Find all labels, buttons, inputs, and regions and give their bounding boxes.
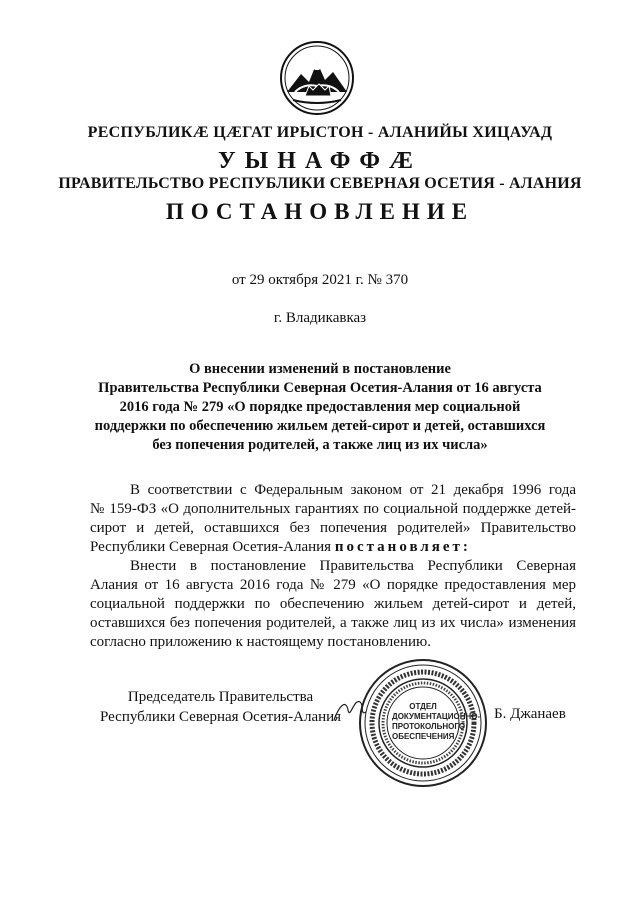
body-line: сирот и детей, оставшихся без попечения родителей» Правительство — [90, 520, 576, 536]
body-line — [90, 538, 576, 557]
body-text: Республики Северная Осетия-Алания — [90, 539, 335, 555]
body-line: В соответствии с Федеральным законом от 21 декабря 1996 года — [130, 482, 576, 498]
title-line: О внесении изменений в постановление — [189, 361, 451, 377]
body-line: оставшихся без попечения родителей, а также лиц из их числа» изменения — [90, 615, 576, 631]
title-line: без попечения родителей, а также лиц из их числа» — [152, 437, 488, 453]
russian-organization-name: ПРАВИТЕЛЬСТВО РЕСПУБЛИКИ СЕВЕРНАЯ ОСЕТИЯ - АЛАНИЯ — [58, 175, 582, 192]
document-date-number: от 29 октября 2021 г. № 370 — [231, 272, 409, 288]
stamp-line: ДОКУМЕНТАЦИОННО- — [392, 712, 481, 721]
title-line: 2016 года № 279 «О порядке предоставления мер социальной — [119, 399, 521, 415]
body-line: согласно приложению к настоящему постановлению. — [90, 634, 431, 650]
body-line: Внести в постановление Правительства Республики Северная — [130, 558, 576, 574]
signatory-position — [100, 687, 341, 727]
position-line: Председатель Правительства — [127, 689, 314, 705]
title-line: Правительства Республики Северная Осетия-Алания от 16 августа — [98, 380, 542, 396]
stamp-line: ОБЕСПЕЧЕНИЯ — [392, 732, 455, 741]
document-city: г. Владикавказ — [273, 310, 367, 326]
signatory-name: Б. Джанаев — [494, 706, 566, 722]
position-line: Республики Северная Осетия-Алания — [100, 709, 342, 725]
ossetian-organization-name: РЕСПУБЛИКӔ ЦӔГАТ ИРЫСТОН - АЛАНИЙЫ ХИЦАУАД — [87, 124, 553, 141]
ossetian-document-type: УЫНАФФӔ — [218, 148, 422, 174]
document-title — [90, 360, 550, 455]
body-line: социальной поддержки по обеспечению жильем детей-сирот и детей, — [90, 596, 576, 612]
stamp-center-text — [392, 702, 481, 742]
body-line: № 159-ФЗ «О дополнительных гарантиях по социальной поддержке детей- — [90, 501, 576, 517]
title-line: поддержки по обеспечению жильем детей-сирот и детей, оставшихся — [94, 418, 546, 434]
body-line: Алания от 16 августа 2016 года № 279 «О порядке предоставления мер — [90, 577, 576, 593]
russian-document-type: ПОСТАНОВЛЕНИЕ — [165, 199, 475, 224]
document-body — [90, 481, 576, 652]
handwritten-signature — [330, 690, 370, 730]
decree-word: постановляет: — [334, 539, 471, 555]
stamp-line: ПРОТОКОЛЬНОГО — [392, 722, 466, 731]
coat-of-arms-emblem — [279, 40, 355, 116]
stamp-line: ОТДЕЛ — [409, 702, 437, 711]
